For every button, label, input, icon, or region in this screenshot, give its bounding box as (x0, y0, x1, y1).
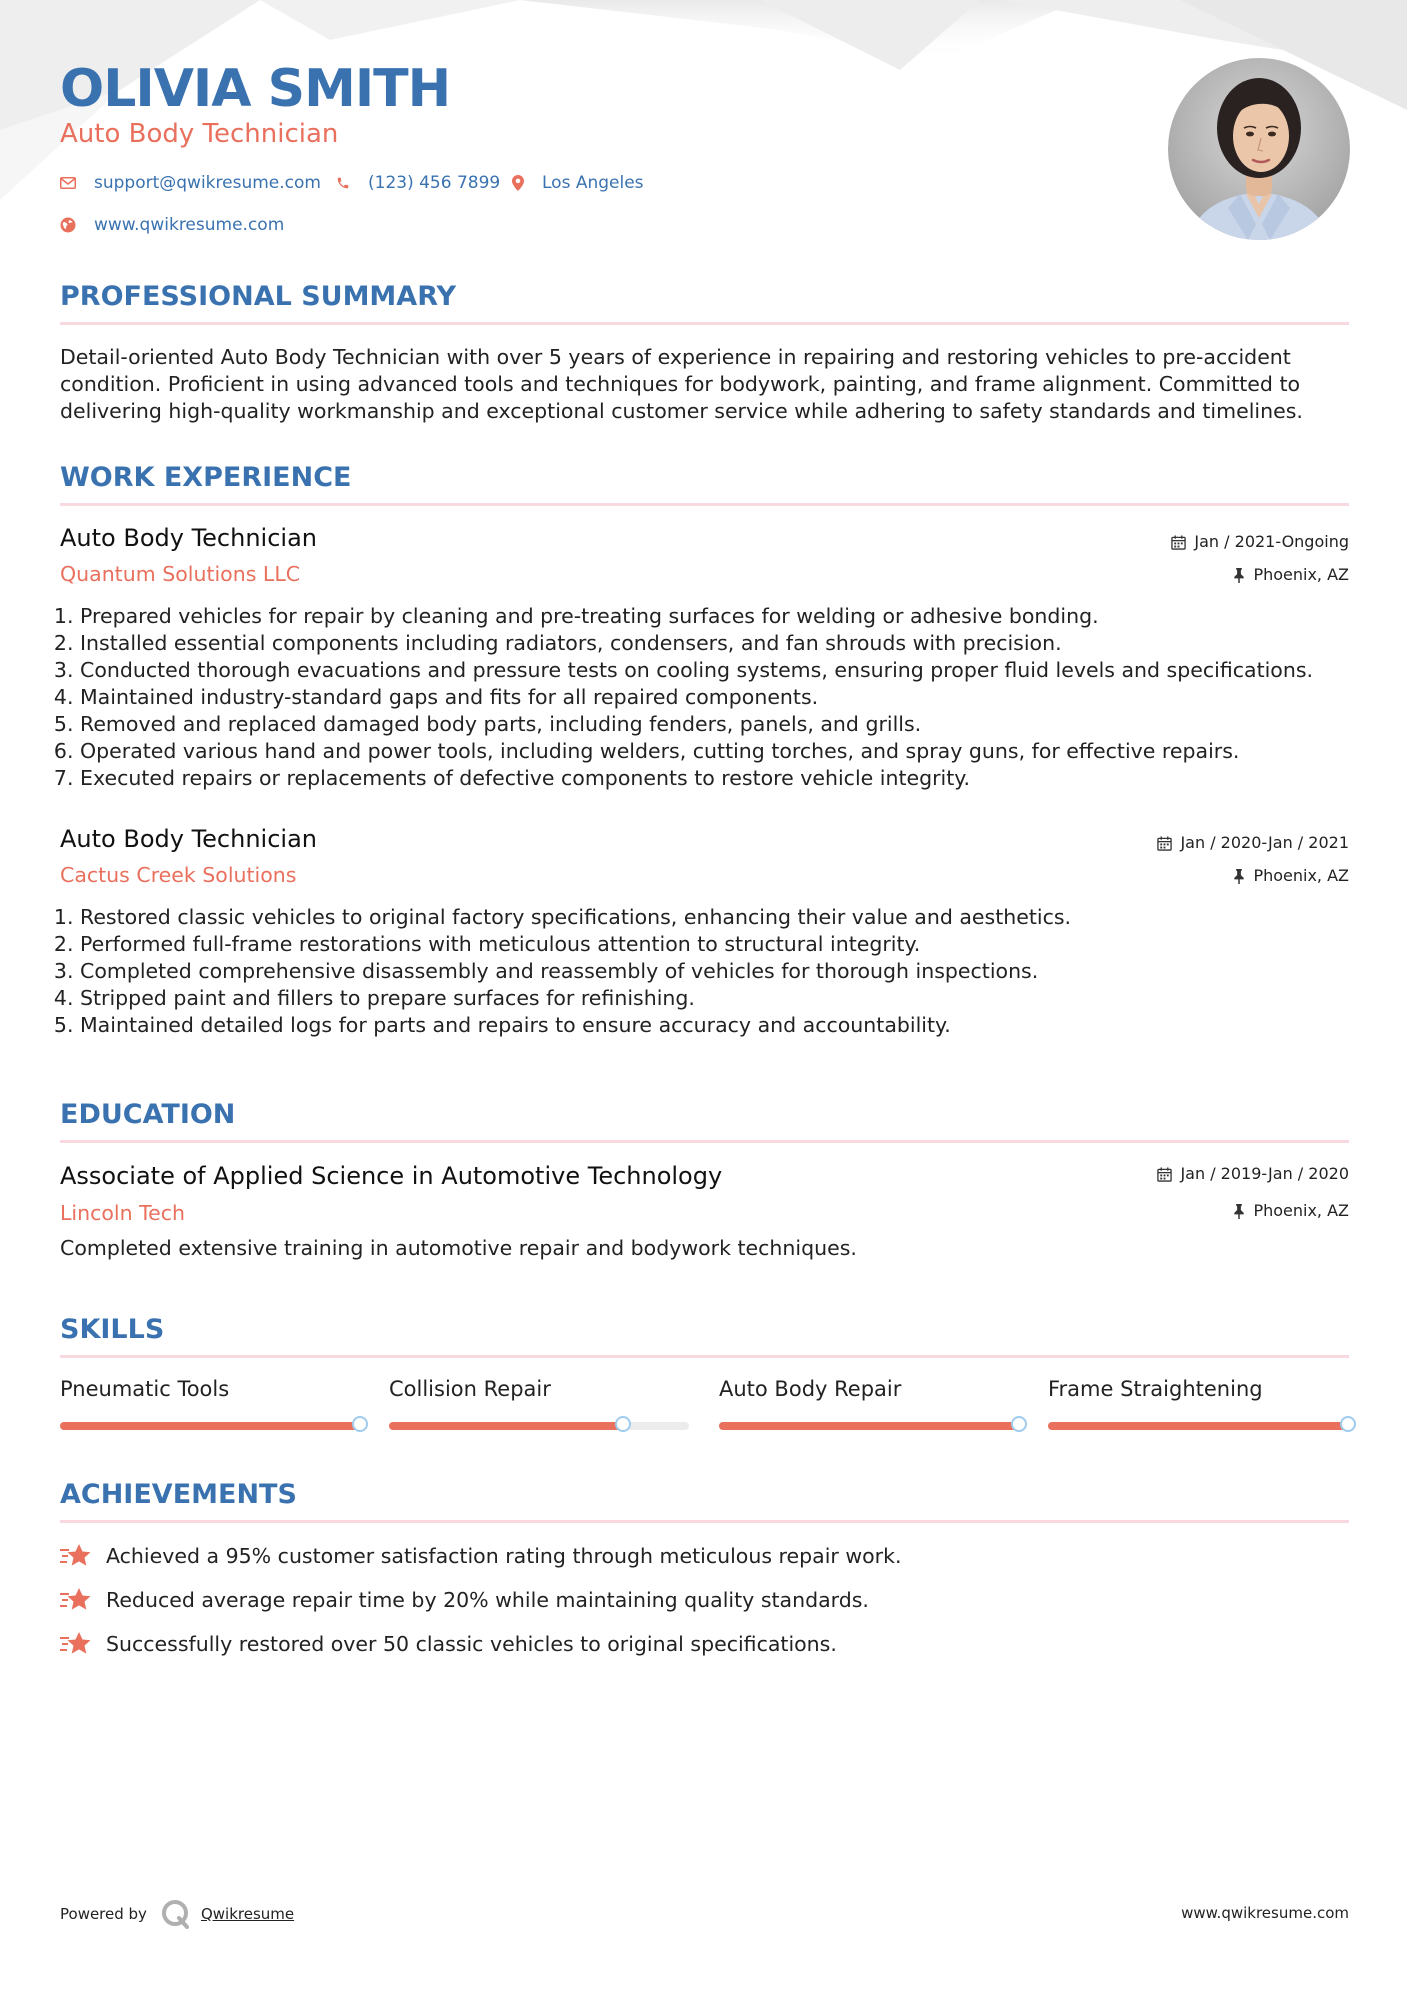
achievement-item (60, 1630, 837, 1658)
skill-name: Auto Body Repair (719, 1377, 902, 1401)
calendar-icon (1157, 1167, 1172, 1182)
job-title: Auto Body Technician (60, 825, 317, 853)
section-divider (60, 1520, 1349, 1523)
skill-item (389, 1375, 689, 1403)
company-name: Cactus Creek Solutions (60, 863, 297, 887)
pushpin-icon (1233, 568, 1245, 583)
education-location (1233, 1200, 1349, 1222)
list-item: 3. Completed comprehensive disassembly and reassembly of vehicles for thorough inspections. (80, 958, 1369, 985)
job-location (1233, 865, 1349, 887)
list-item: 1. Prepared vehicles for repair by cleaning and pre-treating surfaces for welding or adhesive bonding. (80, 603, 1369, 630)
section-divider (60, 1355, 1349, 1358)
skill-name: Pneumatic Tools (60, 1377, 230, 1401)
list-item: 1. Restored classic vehicles to original factory specifications, enhancing their value and aesthetics. (80, 904, 1369, 931)
phone-icon (336, 176, 350, 190)
list-item: 4. Maintained industry-standard gaps and fits for all repaired components. (80, 684, 1369, 711)
skill-item (60, 1375, 360, 1403)
powered-by-label: Powered by (60, 1905, 147, 1923)
education-heading: EDUCATION (60, 1099, 236, 1130)
school-name: Lincoln Tech (60, 1201, 186, 1225)
star-icon (60, 1630, 92, 1658)
job-bullets (60, 603, 1369, 792)
calendar-icon (1157, 836, 1172, 851)
skill-bar-track (719, 1422, 1019, 1430)
achievement-text: Reduced average repair time by 20% while maintaining quality standards. (106, 1588, 869, 1612)
list-item: 6. Operated various hand and power tools, including welders, cutting torches, and spray guns, for effective repairs. (80, 738, 1369, 765)
qwikresume-logo-icon (161, 1899, 191, 1929)
section-divider (60, 1140, 1349, 1143)
experience-heading: WORK EXPERIENCE (60, 462, 352, 493)
summary-heading: PROFESSIONAL SUMMARY (60, 281, 457, 312)
website-text: www.qwikresume.com (94, 215, 285, 235)
star-icon (60, 1542, 92, 1570)
calendar-icon (1171, 535, 1186, 550)
skill-bar-track (1048, 1422, 1348, 1430)
location-contact (512, 170, 644, 196)
pushpin-icon (1233, 1204, 1245, 1219)
skill-name: Collision Repair (389, 1377, 551, 1401)
list-item: 2. Installed essential components including radiators, condensers, and fan shrouds with precision. (80, 630, 1369, 657)
skill-bar-knob (1011, 1416, 1027, 1432)
website-contact[interactable] (60, 212, 284, 238)
job-title: Auto Body Technician (60, 524, 317, 552)
education-description: Completed extensive training in automotive repair and bodywork techniques. (60, 1236, 857, 1260)
job-dates (1157, 832, 1349, 854)
candidate-name: OLIVIA SMITH (60, 59, 451, 119)
candidate-role: Auto Body Technician (60, 119, 339, 149)
skill-bar-track (389, 1422, 689, 1430)
list-item: 2. Performed full-frame restorations with meticulous attention to structural integrity. (80, 931, 1369, 958)
skills-heading: SKILLS (60, 1314, 165, 1345)
email-text: support@qwikresume.com (94, 173, 321, 193)
phone-text: (123) 456 7899 (368, 173, 501, 193)
list-item: 5. Maintained detailed logs for parts and repairs to ensure accuracy and accountability. (80, 1012, 1369, 1039)
skill-bar-fill (1048, 1422, 1348, 1430)
job-location (1233, 564, 1349, 586)
section-divider (60, 322, 1349, 325)
skill-item (1048, 1375, 1348, 1403)
section-divider (60, 503, 1349, 506)
location-text: Los Angeles (542, 173, 644, 193)
footer-powered-by (60, 1899, 294, 1929)
achievement-item (60, 1542, 901, 1570)
email-contact[interactable] (60, 170, 321, 196)
skill-bar-track (60, 1422, 360, 1430)
map-pin-icon (512, 175, 524, 191)
skill-bar-fill (719, 1422, 1019, 1430)
dates-text: Jan / 2020-Jan / 2021 (1180, 833, 1349, 852)
summary-text: Detail-oriented Auto Body Technician with over 5 years of experience in repairing and restoring vehicles to pre-accident condition. Proficient in using advanced tools and techniques for bodywork, painting, and frame alignment. Committed to delivering high-quality workmanship and exceptional customer service while adhering to safety standards and timelines. (60, 345, 1303, 423)
list-item: 3. Conducted thorough evacuations and pressure tests on cooling systems, ensuring proper fluid levels and specifications. (80, 657, 1369, 684)
location-text: Phoenix, AZ (1253, 565, 1349, 584)
profile-photo (1168, 58, 1350, 240)
achievements-heading: ACHIEVEMENTS (60, 1479, 297, 1510)
company-name: Quantum Solutions LLC (60, 562, 301, 586)
dates-text: Jan / 2021-Ongoing (1194, 532, 1349, 551)
skill-bar-knob (1340, 1416, 1356, 1432)
skill-bar-knob (615, 1416, 631, 1432)
list-item: 4. Stripped paint and fillers to prepare surfaces for refinishing. (80, 985, 1369, 1012)
footer-website[interactable]: www.qwikresume.com (1181, 1904, 1349, 1922)
star-icon (60, 1586, 92, 1614)
globe-icon (60, 217, 76, 233)
achievement-item (60, 1586, 869, 1614)
skill-name: Frame Straightening (1048, 1377, 1263, 1401)
location-text: Phoenix, AZ (1253, 866, 1349, 885)
achievement-text: Successfully restored over 50 classic vehicles to original specifications. (106, 1632, 837, 1656)
list-item: 5. Removed and replaced damaged body parts, including fenders, panels, and grills. (80, 711, 1369, 738)
dates-text: Jan / 2019-Jan / 2020 (1180, 1164, 1349, 1183)
degree-title: Associate of Applied Science in Automotive Technology (60, 1162, 723, 1190)
job-bullets (60, 904, 1369, 1039)
pushpin-icon (1233, 869, 1245, 884)
phone-contact[interactable] (336, 170, 500, 196)
skill-item (719, 1375, 1019, 1403)
education-dates (1157, 1163, 1349, 1185)
list-item: 7. Executed repairs or replacements of defective components to restore vehicle integrity. (80, 765, 1369, 792)
resume-page (60, 0, 1349, 1990)
skill-bar-fill (389, 1422, 623, 1430)
qwikresume-link[interactable]: Qwikresume (200, 1905, 295, 1923)
skill-bar-knob (352, 1416, 368, 1432)
location-text: Phoenix, AZ (1253, 1201, 1349, 1220)
envelope-icon (60, 177, 76, 189)
skill-bar-fill (60, 1422, 360, 1430)
job-dates (1171, 531, 1349, 553)
achievement-text: Achieved a 95% customer satisfaction rating through meticulous repair work. (106, 1544, 902, 1568)
